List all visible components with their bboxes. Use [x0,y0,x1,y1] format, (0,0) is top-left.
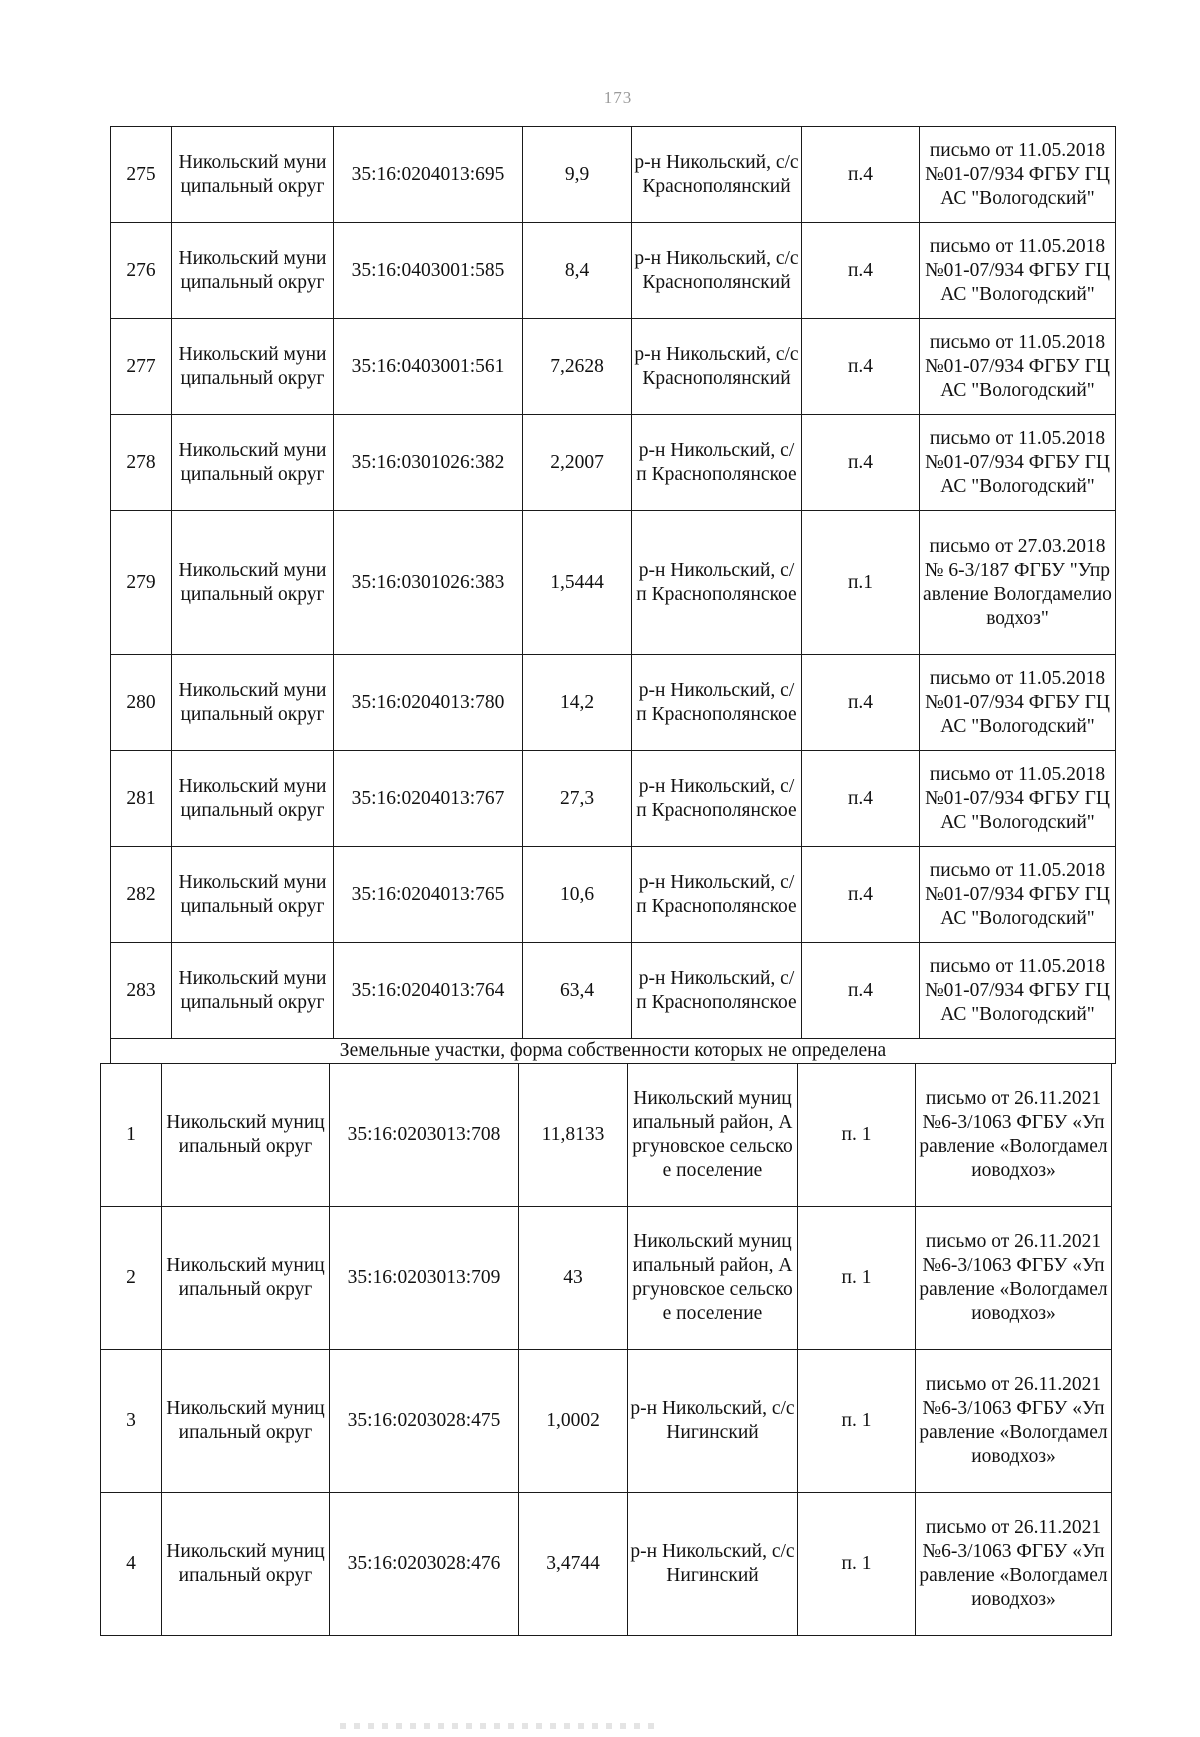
clause-cell: п.4 [802,319,920,415]
district-cell: Никольский муниципальный округ [172,415,334,511]
district-cell: Никольский муниципальный округ [162,1064,330,1207]
cadastral-number-cell: 35:16:0403001:561 [334,319,523,415]
area-cell: 8,4 [523,223,632,319]
row-number: 2 [101,1207,162,1350]
location-cell: р-н Никольский, с/с Нигинский [628,1493,798,1636]
row-number: 278 [111,415,172,511]
district-cell: Никольский муниципальный округ [172,847,334,943]
basis-document-cell: письмо от 11.05.2018 №01-07/934 ФГБУ ГЦАС "Вологодский" [920,847,1116,943]
table-row [101,1350,1112,1493]
clause-cell: п. 1 [798,1493,916,1636]
area-cell: 2,2007 [523,415,632,511]
row-number: 279 [111,511,172,655]
row-number: 276 [111,223,172,319]
location-cell: р-н Никольский, с/п Краснополянское [632,847,802,943]
location-cell: р-н Никольский, с/п Краснополянское [632,751,802,847]
clause-cell: п.4 [802,943,920,1039]
table-row [111,223,1116,319]
cadastral-number-cell: 35:16:0204013:780 [334,655,523,751]
table-row [101,1493,1112,1636]
clause-cell: п.4 [802,655,920,751]
location-cell: Никольский муниципальный район, Аргуновское сельское поселение [628,1064,798,1207]
basis-document-cell: письмо от 26.11.2021 №6-3/1063 ФГБУ «Управление «Вологдамелиоводхоз» [916,1350,1112,1493]
location-cell: р-н Никольский, с/с Нигинский [628,1350,798,1493]
row-number: 1 [101,1064,162,1207]
clause-cell: п. 1 [798,1350,916,1493]
table-row [111,319,1116,415]
clause-cell: п.4 [802,127,920,223]
district-cell: Никольский муниципальный округ [172,127,334,223]
district-cell: Никольский муниципальный округ [162,1207,330,1350]
area-cell: 1,5444 [523,511,632,655]
basis-document-cell: письмо от 26.11.2021 №6-3/1063 ФГБУ «Управление «Вологдамелиоводхоз» [916,1064,1112,1207]
land-plots-table-upper [110,126,1116,1064]
row-number: 275 [111,127,172,223]
table-row [101,1207,1112,1350]
basis-document-cell: письмо от 27.03.2018 № 6-3/187 ФГБУ "Управление Вологдамелиоводхоз" [920,511,1116,655]
table-row [111,511,1116,655]
district-cell: Никольский муниципальный округ [172,943,334,1039]
district-cell: Никольский муниципальный округ [162,1350,330,1493]
area-cell: 9,9 [523,127,632,223]
location-cell: р-н Никольский, с/п Краснополянское [632,511,802,655]
row-number: 4 [101,1493,162,1636]
table-row [111,847,1116,943]
district-cell: Никольский муниципальный округ [162,1493,330,1636]
clause-cell: п.4 [802,415,920,511]
location-cell: Никольский муниципальный район, Аргуновское сельское поселение [628,1207,798,1350]
cadastral-number-cell: 35:16:0301026:383 [334,511,523,655]
cadastral-number-cell: 35:16:0203028:476 [330,1493,519,1636]
basis-document-cell: письмо от 26.11.2021 №6-3/1063 ФГБУ «Управление «Вологдамелиоводхоз» [916,1493,1112,1636]
cadastral-number-cell: 35:16:0203013:709 [330,1207,519,1350]
location-cell: р-н Никольский, с/п Краснополянское [632,415,802,511]
area-cell: 43 [519,1207,628,1350]
area-cell: 1,0002 [519,1350,628,1493]
clause-cell: п. 1 [798,1207,916,1350]
page-number: 173 [603,88,633,107]
location-cell: р-н Никольский, с/с Краснополянский [632,223,802,319]
area-cell: 10,6 [523,847,632,943]
scan-artifact [340,1723,660,1729]
clause-cell: п.4 [802,223,920,319]
district-cell: Никольский муниципальный округ [172,319,334,415]
table-row [111,655,1116,751]
district-cell: Никольский муниципальный округ [172,655,334,751]
cadastral-number-cell: 35:16:0204013:765 [334,847,523,943]
area-cell: 63,4 [523,943,632,1039]
row-number: 277 [111,319,172,415]
cadastral-number-cell: 35:16:0204013:695 [334,127,523,223]
clause-cell: п.4 [802,847,920,943]
clause-cell: п.4 [802,751,920,847]
table-row [111,415,1116,511]
basis-document-cell: письмо от 11.05.2018 №01-07/934 ФГБУ ГЦАС "Вологодский" [920,223,1116,319]
basis-document-cell: письмо от 11.05.2018 №01-07/934 ФГБУ ГЦАС "Вологодский" [920,415,1116,511]
row-number: 280 [111,655,172,751]
cadastral-number-cell: 35:16:0204013:767 [334,751,523,847]
area-cell: 11,8133 [519,1064,628,1207]
cadastral-number-cell: 35:16:0203013:708 [330,1064,519,1207]
basis-document-cell: письмо от 11.05.2018 №01-07/934 ФГБУ ГЦАС "Вологодский" [920,943,1116,1039]
table-row [101,1064,1112,1207]
location-cell: р-н Никольский, с/п Краснополянское [632,943,802,1039]
cadastral-number-cell: 35:16:0204013:764 [334,943,523,1039]
clause-cell: п.1 [802,511,920,655]
location-cell: р-н Никольский, с/п Краснополянское [632,655,802,751]
table-row [111,127,1116,223]
land-plots-table-lower [100,1063,1112,1636]
basis-document-cell: письмо от 11.05.2018 №01-07/934 ФГБУ ГЦАС "Вологодский" [920,127,1116,223]
area-cell: 14,2 [523,655,632,751]
district-cell: Никольский муниципальный округ [172,751,334,847]
district-cell: Никольский муниципальный округ [172,511,334,655]
table-row [111,751,1116,847]
cadastral-number-cell: 35:16:0203028:475 [330,1350,519,1493]
row-number: 281 [111,751,172,847]
area-cell: 7,2628 [523,319,632,415]
area-cell: 27,3 [523,751,632,847]
location-cell: р-н Никольский, с/с Краснополянский [632,127,802,223]
basis-document-cell: письмо от 26.11.2021 №6-3/1063 ФГБУ «Управление «Вологдамелиоводхоз» [916,1207,1112,1350]
location-cell: р-н Никольский, с/с Краснополянский [632,319,802,415]
district-cell: Никольский муниципальный округ [172,223,334,319]
clause-cell: п. 1 [798,1064,916,1207]
row-number: 283 [111,943,172,1039]
cadastral-number-cell: 35:16:0301026:382 [334,415,523,511]
row-number: 3 [101,1350,162,1493]
section-heading: Земельные участки, форма собственности которых не определена [111,1039,1116,1064]
section-heading-row [111,1039,1116,1064]
table-row [111,943,1116,1039]
row-number: 282 [111,847,172,943]
area-cell: 3,4744 [519,1493,628,1636]
basis-document-cell: письмо от 11.05.2018 №01-07/934 ФГБУ ГЦАС "Вологодский" [920,319,1116,415]
basis-document-cell: письмо от 11.05.2018 №01-07/934 ФГБУ ГЦАС "Вологодский" [920,751,1116,847]
cadastral-number-cell: 35:16:0403001:585 [334,223,523,319]
basis-document-cell: письмо от 11.05.2018 №01-07/934 ФГБУ ГЦАС "Вологодский" [920,655,1116,751]
